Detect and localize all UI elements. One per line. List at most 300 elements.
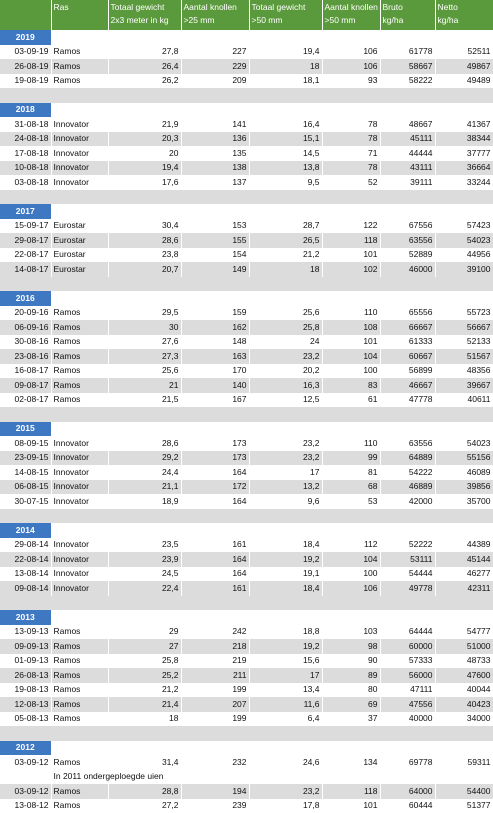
- cell-date: 29-08-17: [0, 233, 51, 248]
- cell-netto: 56667: [435, 320, 493, 335]
- header-bruto: Bruto kg/ha: [380, 0, 435, 30]
- cell-gewicht-50: 18: [249, 59, 322, 74]
- cell-knollen-50: 81: [322, 465, 380, 480]
- cell-date: 16-08-17: [0, 364, 51, 379]
- cell-totaal-gewicht: 29,5: [108, 306, 181, 321]
- cell-gewicht-50: 18,1: [249, 74, 322, 89]
- cell-knollen-25: 164: [181, 465, 249, 480]
- cell-netto: 40044: [435, 683, 493, 698]
- cell-netto: 47600: [435, 668, 493, 683]
- cell-date: 09-08-17: [0, 378, 51, 393]
- cell-gewicht-50: 11,6: [249, 697, 322, 712]
- cell-netto: 39667: [435, 378, 493, 393]
- cell-ras: Eurostar: [51, 219, 108, 234]
- cell-bruto: 46889: [380, 480, 435, 495]
- cell-knollen-25: 141: [181, 117, 249, 132]
- table-row: [0, 494, 493, 509]
- cell-netto: 49489: [435, 74, 493, 89]
- cell-bruto: 52222: [380, 538, 435, 553]
- table-row: [0, 161, 493, 176]
- cell-ras: Ramos: [51, 712, 108, 727]
- table-row: [0, 683, 493, 698]
- cell-ras: Innovator: [51, 465, 108, 480]
- cell-knollen-25: 218: [181, 639, 249, 654]
- spacer-row: [0, 509, 493, 524]
- year-label: 2019: [0, 30, 51, 45]
- cell-date: 22-08-17: [0, 248, 51, 263]
- cell-knollen-25: 229: [181, 59, 249, 74]
- table-row: [0, 146, 493, 161]
- cell-bruto: 44444: [380, 146, 435, 161]
- cell-totaal-gewicht: 21,5: [108, 393, 181, 408]
- year-label: 2018: [0, 103, 51, 118]
- cell-date: 08-09-15: [0, 436, 51, 451]
- cell-ras: Innovator: [51, 494, 108, 509]
- year-row-blank: [51, 291, 493, 306]
- cell-date: 31-08-18: [0, 117, 51, 132]
- cell-bruto: 48667: [380, 117, 435, 132]
- cell-knollen-50: 83: [322, 378, 380, 393]
- cell-date: 22-08-14: [0, 552, 51, 567]
- cell-ras: Ramos: [51, 74, 108, 89]
- cell-knollen-50: 37: [322, 712, 380, 727]
- cell-gewicht-50: 19,1: [249, 567, 322, 582]
- cell-gewicht-50: 13,8: [249, 161, 322, 176]
- spacer-cell: [0, 726, 493, 741]
- cell-totaal-gewicht: 21: [108, 378, 181, 393]
- cell-gewicht-50: 17: [249, 465, 322, 480]
- cell-bruto: 60667: [380, 349, 435, 364]
- cell-date: 26-08-19: [0, 59, 51, 74]
- year-row: [0, 610, 493, 625]
- cell-netto: 51567: [435, 349, 493, 364]
- cell-knollen-50: 89: [322, 668, 380, 683]
- cell-netto: 52511: [435, 45, 493, 60]
- cell-totaal-gewicht: 22,4: [108, 581, 181, 596]
- cell-gewicht-50: 18,4: [249, 538, 322, 553]
- cell-knollen-50: 118: [322, 784, 380, 799]
- cell-bruto: 58667: [380, 59, 435, 74]
- cell-ras: Ramos: [51, 45, 108, 60]
- cell-knollen-25: 159: [181, 306, 249, 321]
- cell-ras: Innovator: [51, 451, 108, 466]
- table-row: [0, 45, 493, 60]
- cell-knollen-50: 101: [322, 248, 380, 263]
- cell-knollen-25: 163: [181, 349, 249, 364]
- year-label: 2014: [0, 523, 51, 538]
- year-row: [0, 30, 493, 45]
- cell-date: 30-07-15: [0, 494, 51, 509]
- cell-knollen-25: 149: [181, 262, 249, 277]
- cell-date: 09-09-13: [0, 639, 51, 654]
- cell-bruto: 63556: [380, 436, 435, 451]
- cell-gewicht-50: 9,5: [249, 175, 322, 190]
- cell-netto: 41367: [435, 117, 493, 132]
- cell-bruto: 56899: [380, 364, 435, 379]
- cell-netto: 36664: [435, 161, 493, 176]
- cell-knollen-50: 101: [322, 335, 380, 350]
- cell-date: 06-08-15: [0, 480, 51, 495]
- cell-bruto: 54444: [380, 567, 435, 582]
- cell-bruto: 67556: [380, 219, 435, 234]
- table-row: [0, 799, 493, 813]
- cell-knollen-50: 122: [322, 219, 380, 234]
- table-row: [0, 538, 493, 553]
- table-row: [0, 784, 493, 799]
- cell-netto: 54023: [435, 436, 493, 451]
- table-row: [0, 625, 493, 640]
- cell-ras: Ramos: [51, 799, 108, 813]
- cell-gewicht-50: 23,2: [249, 436, 322, 451]
- year-row: [0, 741, 493, 756]
- cell-totaal-gewicht: 29,2: [108, 451, 181, 466]
- cell-netto: 48733: [435, 654, 493, 669]
- cell-knollen-50: 100: [322, 364, 380, 379]
- spacer-row: [0, 88, 493, 103]
- cell-date: 24-08-18: [0, 132, 51, 147]
- cell-ras: Innovator: [51, 132, 108, 147]
- cell-knollen-50: 78: [322, 132, 380, 147]
- table-row: [0, 248, 493, 263]
- cell-totaal-gewicht: 31,4: [108, 755, 181, 770]
- table-row: [0, 552, 493, 567]
- cell-gewicht-50: 23,2: [249, 349, 322, 364]
- year-label: 2012: [0, 741, 51, 756]
- cell-ras: Eurostar: [51, 233, 108, 248]
- cell-knollen-25: 153: [181, 219, 249, 234]
- cell-date: 14-08-15: [0, 465, 51, 480]
- cell-gewicht-50: 6,4: [249, 712, 322, 727]
- cell-ras: Ramos: [51, 378, 108, 393]
- cell-totaal-gewicht: 19,4: [108, 161, 181, 176]
- cell-knollen-50: 110: [322, 306, 380, 321]
- cell-bruto: 69778: [380, 755, 435, 770]
- cell-knollen-50: 104: [322, 552, 380, 567]
- cell-netto: 39100: [435, 262, 493, 277]
- table-row: [0, 712, 493, 727]
- cell-knollen-50: 103: [322, 625, 380, 640]
- cell-knollen-25: 207: [181, 697, 249, 712]
- table-row: [0, 233, 493, 248]
- year-row-blank: [51, 103, 493, 118]
- cell-knollen-25: 211: [181, 668, 249, 683]
- cell-totaal-gewicht: 21,4: [108, 697, 181, 712]
- cell-knollen-50: 69: [322, 697, 380, 712]
- year-row-blank: [51, 523, 493, 538]
- cell-knollen-25: 170: [181, 364, 249, 379]
- cell-totaal-gewicht: 26,4: [108, 59, 181, 74]
- spacer-cell: [0, 277, 493, 292]
- cell-date: 10-08-18: [0, 161, 51, 176]
- cell-knollen-50: 110: [322, 436, 380, 451]
- table-row: [0, 480, 493, 495]
- cell-knollen-50: 102: [322, 262, 380, 277]
- cell-date: 19-08-13: [0, 683, 51, 698]
- cell-totaal-gewicht: 20,3: [108, 132, 181, 147]
- cell-netto: 59311: [435, 755, 493, 770]
- cell-totaal-gewicht: 27,2: [108, 799, 181, 813]
- cell-netto: 44956: [435, 248, 493, 263]
- table-row: [0, 755, 493, 770]
- cell-bruto: 46000: [380, 262, 435, 277]
- cell-date: 17-08-18: [0, 146, 51, 161]
- cell-gewicht-50: 18,4: [249, 581, 322, 596]
- cell-totaal-gewicht: 23,5: [108, 538, 181, 553]
- cell-netto: 54777: [435, 625, 493, 640]
- cell-knollen-25: 242: [181, 625, 249, 640]
- cell-netto: 39856: [435, 480, 493, 495]
- cell-ras: Innovator: [51, 480, 108, 495]
- cell-netto: 51377: [435, 799, 493, 813]
- cell-bruto: 60000: [380, 639, 435, 654]
- cell-gewicht-50: 16,4: [249, 117, 322, 132]
- cell-gewicht-50: 25,8: [249, 320, 322, 335]
- cell-totaal-gewicht: 27,6: [108, 335, 181, 350]
- cell-knollen-50: 101: [322, 799, 380, 813]
- cell-knollen-50: 93: [322, 74, 380, 89]
- table-row: [0, 581, 493, 596]
- spacer-row: [0, 407, 493, 422]
- cell-ras: Innovator: [51, 552, 108, 567]
- cell-netto: 54023: [435, 233, 493, 248]
- cell-bruto: 65556: [380, 306, 435, 321]
- cell-date: 29-08-14: [0, 538, 51, 553]
- cell-gewicht-50: 20,2: [249, 364, 322, 379]
- cell-totaal-gewicht: 29: [108, 625, 181, 640]
- cell-knollen-50: 52: [322, 175, 380, 190]
- header-totaal-gewicht: Totaal gewicht 2x3 meter in kg: [108, 0, 181, 30]
- cell-gewicht-50: 15,6: [249, 654, 322, 669]
- cell-bruto: 47111: [380, 683, 435, 698]
- cell-knollen-25: 164: [181, 552, 249, 567]
- cell-knollen-25: 140: [181, 378, 249, 393]
- cell-totaal-gewicht: 25,2: [108, 668, 181, 683]
- year-row: [0, 291, 493, 306]
- cell-date: 23-09-15: [0, 451, 51, 466]
- year-label: 2017: [0, 204, 51, 219]
- cell-totaal-gewicht: 28,6: [108, 436, 181, 451]
- cell-knollen-25: 164: [181, 494, 249, 509]
- header-row: [0, 0, 493, 30]
- year-label: 2016: [0, 291, 51, 306]
- cell-date: 30-08-16: [0, 335, 51, 350]
- cell-date: 12-08-13: [0, 697, 51, 712]
- table-row: [0, 335, 493, 350]
- cell-knollen-50: 106: [322, 59, 380, 74]
- cell-bruto: 66667: [380, 320, 435, 335]
- cell-date: 02-08-17: [0, 393, 51, 408]
- cell-ras: Innovator: [51, 146, 108, 161]
- year-row: [0, 103, 493, 118]
- cell-knollen-50: 53: [322, 494, 380, 509]
- cell-netto: 40611: [435, 393, 493, 408]
- cell-gewicht-50: 24: [249, 335, 322, 350]
- cell-ras: Innovator: [51, 567, 108, 582]
- spacer-cell: [0, 407, 493, 422]
- header-aantal-knollen-50: Aantal knollen >50 mm: [322, 0, 380, 30]
- cell-gewicht-50: 15,1: [249, 132, 322, 147]
- table-row: [0, 697, 493, 712]
- cell-date: 03-09-19: [0, 45, 51, 60]
- cell-knollen-50: 118: [322, 233, 380, 248]
- note-text: In 2011 ondergeploegde uien: [51, 770, 493, 785]
- table-row: [0, 436, 493, 451]
- table-row: [0, 59, 493, 74]
- cell-knollen-50: 98: [322, 639, 380, 654]
- spacer-cell: [0, 509, 493, 524]
- cell-netto: 46089: [435, 465, 493, 480]
- cell-knollen-25: 172: [181, 480, 249, 495]
- cell-knollen-50: 112: [322, 538, 380, 553]
- cell-bruto: 49778: [380, 581, 435, 596]
- note-blank: [0, 770, 51, 785]
- cell-bruto: 61333: [380, 335, 435, 350]
- cell-knollen-25: 232: [181, 755, 249, 770]
- cell-bruto: 47556: [380, 697, 435, 712]
- cell-totaal-gewicht: 27,3: [108, 349, 181, 364]
- table-row: [0, 349, 493, 364]
- cell-bruto: 54222: [380, 465, 435, 480]
- cell-totaal-gewicht: 21,2: [108, 683, 181, 698]
- year-row: [0, 523, 493, 538]
- table-row: [0, 320, 493, 335]
- table-row: [0, 117, 493, 132]
- table-row: [0, 393, 493, 408]
- table-row: [0, 465, 493, 480]
- cell-ras: Ramos: [51, 393, 108, 408]
- header-aantal-knollen-25: Aantal knollen >25 mm: [181, 0, 249, 30]
- year-row: [0, 204, 493, 219]
- header-ras: Ras: [51, 0, 108, 30]
- cell-totaal-gewicht: 27: [108, 639, 181, 654]
- cell-gewicht-50: 17: [249, 668, 322, 683]
- year-label: 2013: [0, 610, 51, 625]
- cell-netto: 34000: [435, 712, 493, 727]
- cell-knollen-25: 137: [181, 175, 249, 190]
- table-row: [0, 378, 493, 393]
- cell-bruto: 40000: [380, 712, 435, 727]
- cell-gewicht-50: 24,6: [249, 755, 322, 770]
- cell-bruto: 60444: [380, 799, 435, 813]
- cell-gewicht-50: 26,5: [249, 233, 322, 248]
- cell-knollen-25: 199: [181, 683, 249, 698]
- cell-netto: 57423: [435, 219, 493, 234]
- cell-knollen-25: 167: [181, 393, 249, 408]
- cell-ras: Innovator: [51, 538, 108, 553]
- cell-gewicht-50: 23,2: [249, 784, 322, 799]
- cell-knollen-50: 78: [322, 161, 380, 176]
- cell-gewicht-50: 23,2: [249, 451, 322, 466]
- year-label: 2015: [0, 422, 51, 437]
- cell-gewicht-50: 25,6: [249, 306, 322, 321]
- cell-date: 13-09-13: [0, 625, 51, 640]
- cell-bruto: 64444: [380, 625, 435, 640]
- cell-ras: Ramos: [51, 683, 108, 698]
- cell-knollen-50: 100: [322, 567, 380, 582]
- cell-date: 15-09-17: [0, 219, 51, 234]
- cell-knollen-50: 80: [322, 683, 380, 698]
- table-row: [0, 306, 493, 321]
- table-row: [0, 74, 493, 89]
- cell-bruto: 45111: [380, 132, 435, 147]
- cell-ras: Innovator: [51, 161, 108, 176]
- cell-ras: Ramos: [51, 755, 108, 770]
- cell-netto: 37777: [435, 146, 493, 161]
- cell-knollen-50: 106: [322, 581, 380, 596]
- spacer-row: [0, 190, 493, 205]
- cell-knollen-25: 138: [181, 161, 249, 176]
- year-row-blank: [51, 422, 493, 437]
- cell-gewicht-50: 13,4: [249, 683, 322, 698]
- cell-ras: Ramos: [51, 59, 108, 74]
- cell-bruto: 56000: [380, 668, 435, 683]
- cell-ras: Ramos: [51, 306, 108, 321]
- cell-knollen-25: 227: [181, 45, 249, 60]
- cell-netto: 55156: [435, 451, 493, 466]
- table-row: [0, 132, 493, 147]
- cell-date: 05-08-13: [0, 712, 51, 727]
- header-totaal-gewicht-50: Totaal gewicht >50 mm: [249, 0, 322, 30]
- spacer-row: [0, 726, 493, 741]
- cell-knollen-25: 239: [181, 799, 249, 813]
- cell-ras: Ramos: [51, 364, 108, 379]
- cell-bruto: 39111: [380, 175, 435, 190]
- cell-knollen-25: 164: [181, 567, 249, 582]
- cell-date: 01-09-13: [0, 654, 51, 669]
- cell-gewicht-50: 9,6: [249, 494, 322, 509]
- cell-bruto: 46667: [380, 378, 435, 393]
- cell-date: 19-08-19: [0, 74, 51, 89]
- cell-knollen-25: 148: [181, 335, 249, 350]
- cell-netto: 54400: [435, 784, 493, 799]
- cell-bruto: 52889: [380, 248, 435, 263]
- spacer-row: [0, 277, 493, 292]
- cell-date: 13-08-12: [0, 799, 51, 813]
- table-row: [0, 364, 493, 379]
- cell-date: 14-08-17: [0, 262, 51, 277]
- cell-ras: Ramos: [51, 668, 108, 683]
- cell-totaal-gewicht: 25,6: [108, 364, 181, 379]
- cell-ras: Innovator: [51, 175, 108, 190]
- cell-date: 06-09-16: [0, 320, 51, 335]
- cell-ras: Innovator: [51, 436, 108, 451]
- cell-bruto: 43111: [380, 161, 435, 176]
- cell-totaal-gewicht: 25,8: [108, 654, 181, 669]
- cell-knollen-25: 199: [181, 712, 249, 727]
- cell-totaal-gewicht: 21,1: [108, 480, 181, 495]
- cell-gewicht-50: 13,2: [249, 480, 322, 495]
- cell-knollen-25: 155: [181, 233, 249, 248]
- cell-netto: 55723: [435, 306, 493, 321]
- cell-gewicht-50: 19,4: [249, 45, 322, 60]
- cell-ras: Ramos: [51, 625, 108, 640]
- cell-knollen-50: 61: [322, 393, 380, 408]
- cell-knollen-50: 104: [322, 349, 380, 364]
- cell-bruto: 64000: [380, 784, 435, 799]
- table-row: [0, 567, 493, 582]
- cell-knollen-25: 154: [181, 248, 249, 263]
- cell-gewicht-50: 17,8: [249, 799, 322, 813]
- cell-totaal-gewicht: 18: [108, 712, 181, 727]
- cell-netto: 42311: [435, 581, 493, 596]
- cell-knollen-25: 136: [181, 132, 249, 147]
- cell-netto: 48356: [435, 364, 493, 379]
- cell-netto: 49867: [435, 59, 493, 74]
- cell-date: 03-09-12: [0, 784, 51, 799]
- cell-gewicht-50: 18: [249, 262, 322, 277]
- cell-totaal-gewicht: 27,8: [108, 45, 181, 60]
- cell-netto: 44389: [435, 538, 493, 553]
